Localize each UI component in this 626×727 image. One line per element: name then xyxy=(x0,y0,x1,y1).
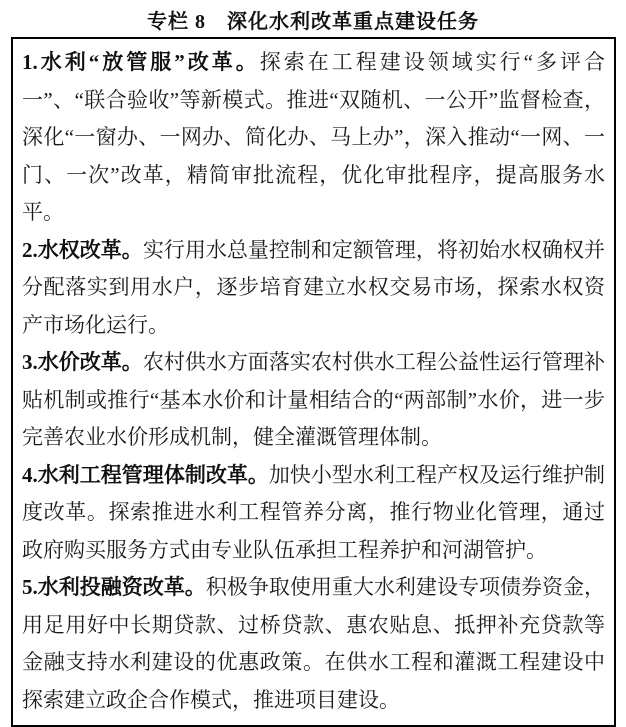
task-item-4 xyxy=(22,457,605,570)
task-item-3-body: 农村供水方面落实农村供水工程公益性运行管理补贴机制或推行“基本水价和计量相结合的“两部制”水价，进一步完善农业水价形成机制，健全灌溉管理体制。 xyxy=(22,350,606,449)
task-item-5-lead: 5.水利投融资改革。 xyxy=(22,575,206,599)
task-item-2-body: 实行用水总量控制和定额管理，将初始水权确权并分配落实到用水户，逐步培育建立水权交易市场，探索水权资产市场化运行。 xyxy=(22,237,606,337)
task-item-3-lead: 3.水价改革。 xyxy=(22,350,143,374)
task-item-2 xyxy=(22,232,605,345)
page-title: 专栏 8 深化水利改革重点建设任务 xyxy=(147,11,479,33)
task-item-4-body: 加快小型水利工程产权及运行维护制度改革。探索推进水利工程管养分离，推行物业化管理，通过政府购买服务方式由专业队伍承担工程养护和河湖管护。 xyxy=(22,462,606,562)
task-item-1-lead: 1.水利“放管服”改革。 xyxy=(22,50,260,74)
task-item-5 xyxy=(22,569,605,719)
task-item-4-lead: 4.水利工程管理体制改革。 xyxy=(22,462,269,487)
task-item-2-lead: 2.水权改革。 xyxy=(22,237,143,262)
task-box xyxy=(11,37,616,727)
task-item-1 xyxy=(22,44,605,232)
task-item-3 xyxy=(22,344,605,457)
task-item-5-body: 积极争取使用重大水利建设专项债券资金，用足用好中长期贷款、过桥贷款、惠农贴息、抵押补充贷款等金融支持水利建设的优惠政策。在供水工程和灌溉工程建设中探索建立政企合作模式，推进项目建设。 xyxy=(22,575,606,712)
task-item-1-body: 探索在工程建设领域实行“多评合一”、“联合验收”等新模式。推进“双随机、一公开”监督检查，深化“一窗办、一网办、简化办、马上办”，深入推动“一网、一门、一次”改革，精简审批流程，优化审批程序，提高服务水平。 xyxy=(22,50,605,224)
